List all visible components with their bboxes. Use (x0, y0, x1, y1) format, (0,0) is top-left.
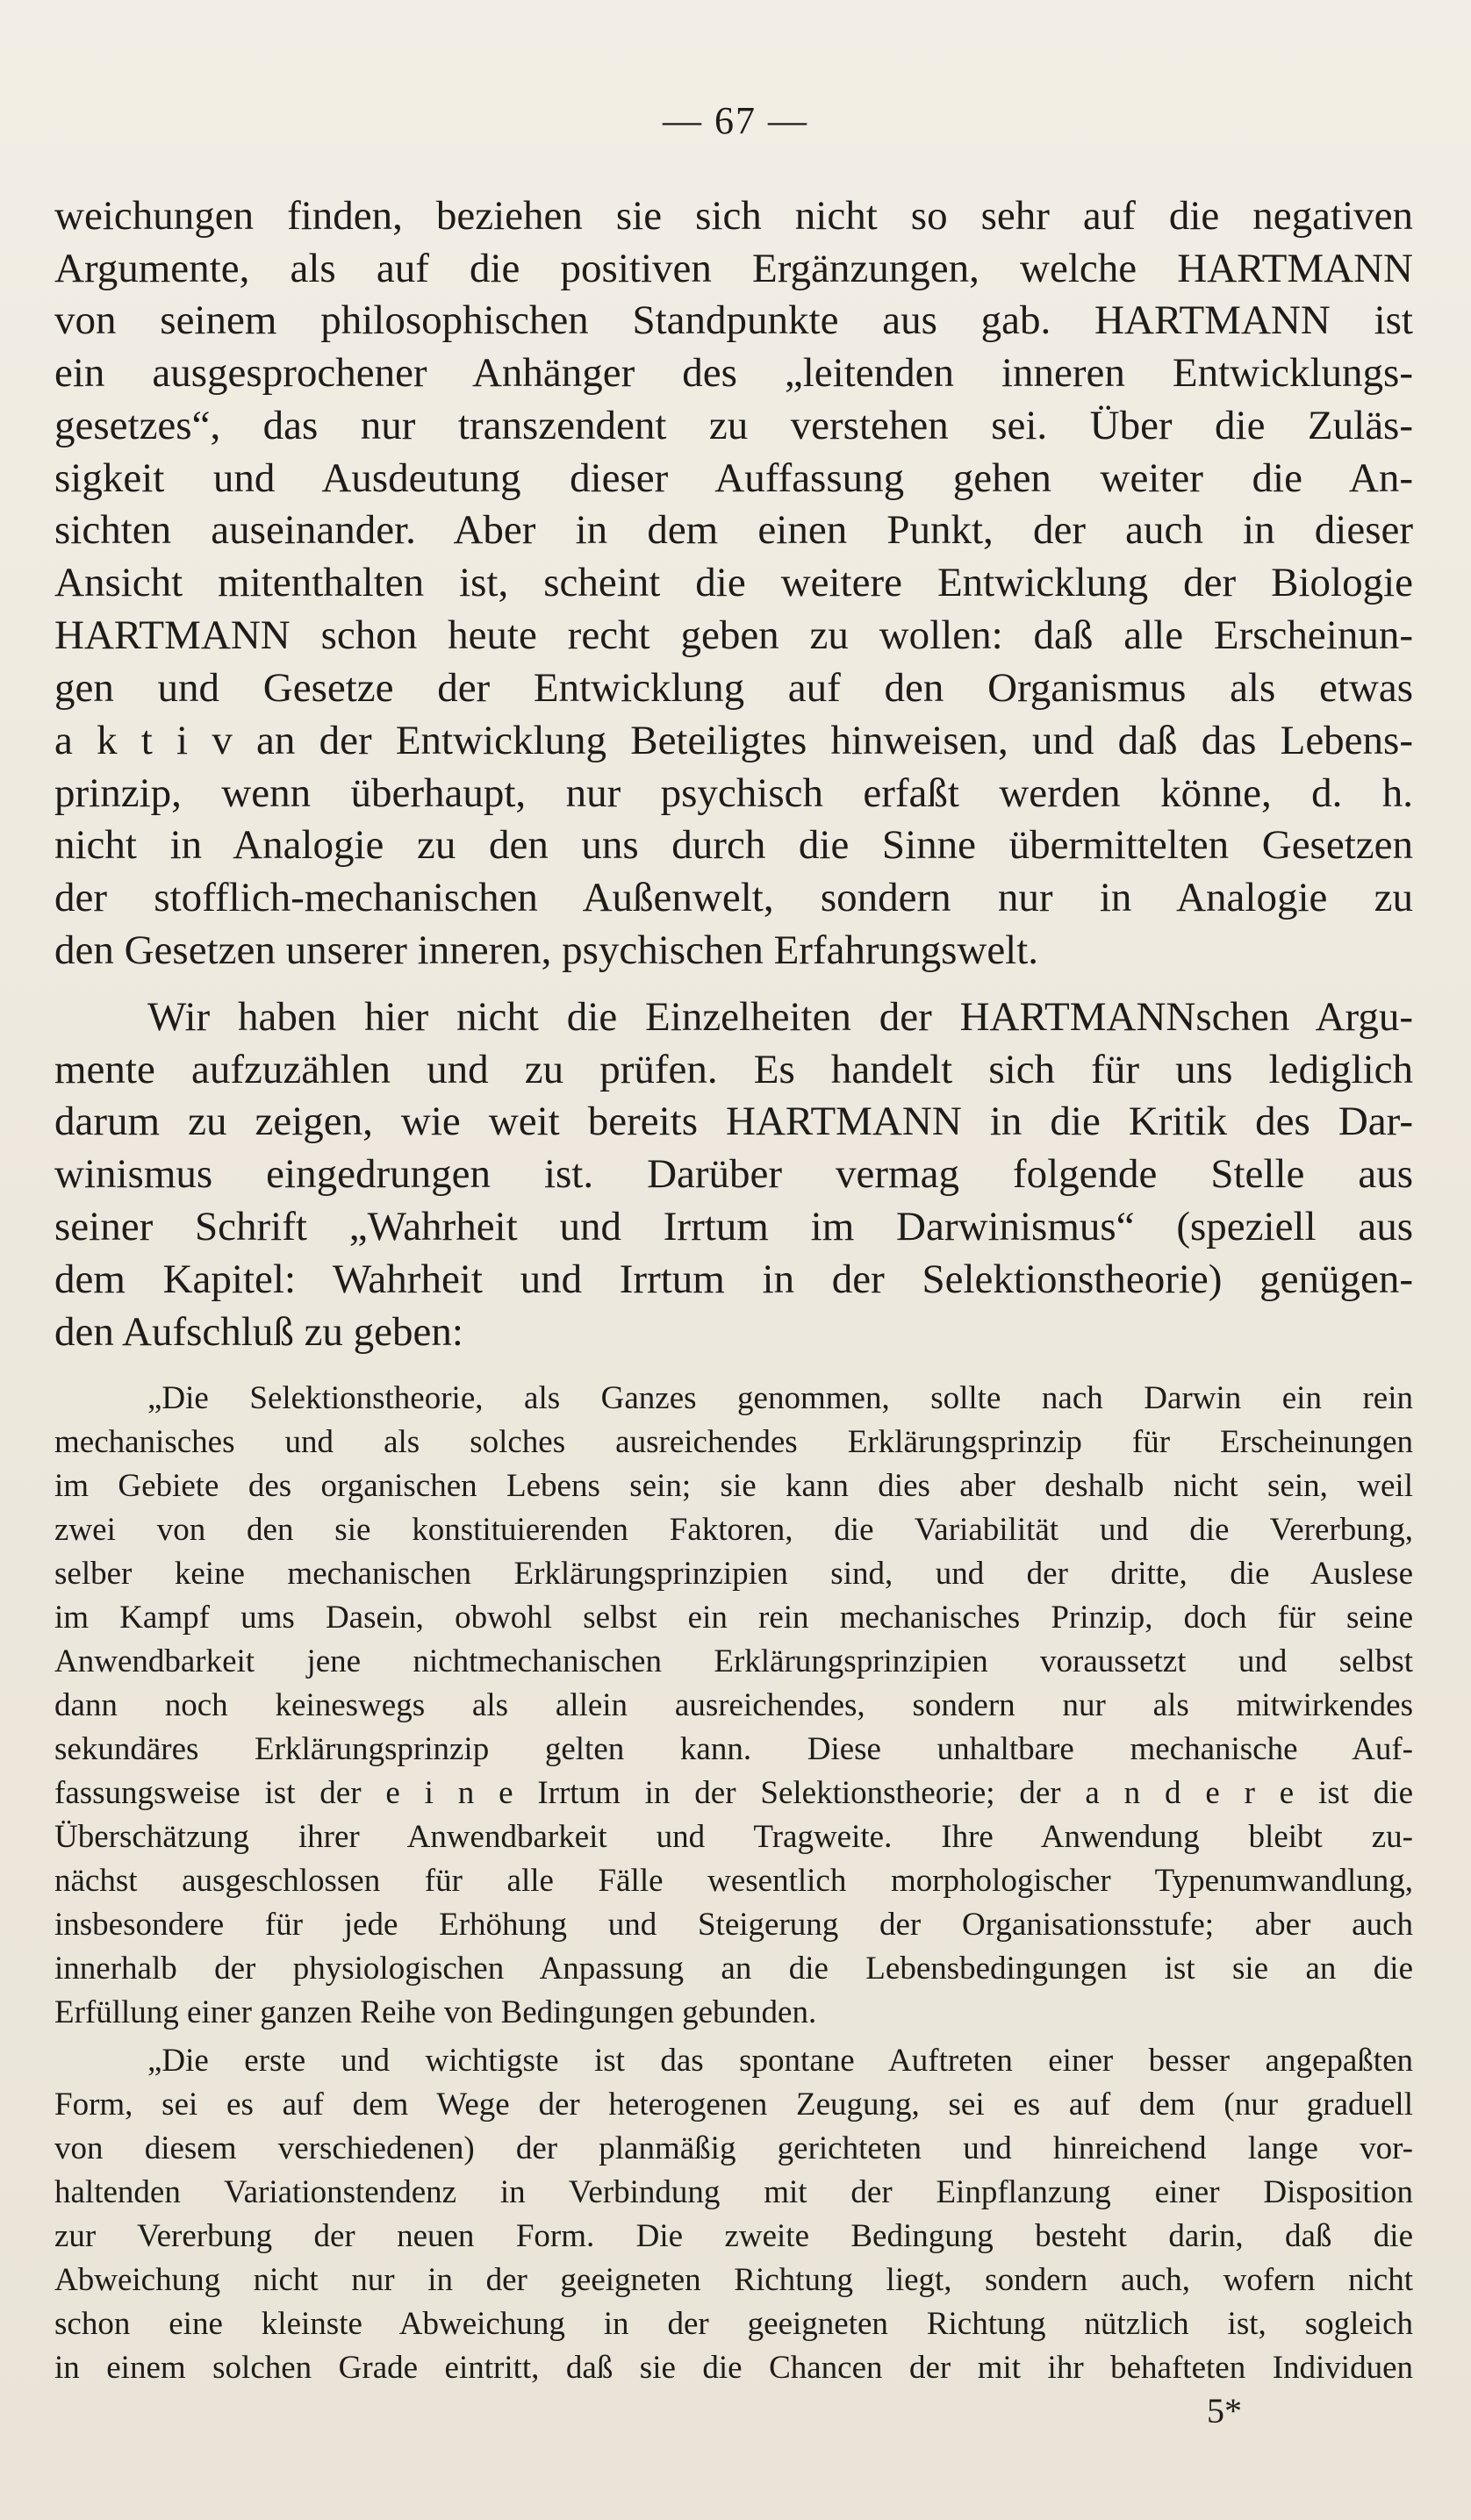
quote-line: zwei von den sie konstituierenden Faktoren, die Variabilität und die Vererbung, (54, 1512, 1413, 1548)
signature-mark: 5* (1207, 2391, 1242, 2431)
text-line: Wir haben hier nicht die Einzelheiten der HARTMANNschen Argu- (147, 994, 1413, 1040)
text-line: weichungen finden, beziehen sie sich nicht so sehr auf die negativen (54, 193, 1413, 239)
quote-line: „Die Selektionstheorie, als Ganzes genommen, sollte nach Darwin ein rein (147, 1380, 1413, 1416)
quote-line: fassungsweise ist der e i n e Irrtum in der Selektionstheorie; der a n d e r e ist die (54, 1775, 1413, 1811)
text-line: seiner Schrift „Wahrheit und Irrtum im Darwinismus“ (speziell aus (54, 1204, 1413, 1249)
text-line: darum zu zeigen, wie weit bereits HARTMANN in die Kritik des Dar- (54, 1099, 1413, 1144)
quote-line: Form, sei es auf dem Wege der heterogenen Zeugung, sei es auf dem (nur graduell (54, 2087, 1413, 2123)
quote-line: sekundäres Erklärungsprinzip gelten kann. Diese unhaltbare mechanische Auf- (54, 1731, 1413, 1767)
text-line: mente aufzuzählen und zu prüfen. Es handelt sich für uns lediglich (54, 1047, 1413, 1092)
quote-line: nächst ausgeschlossen für alle Fälle wesentlich morphologischer Typenumwandlung, (54, 1863, 1413, 1899)
quote-line: Abweichung nicht nur in der geeigneten Richtung liegt, sondern auch, wofern nicht (54, 2262, 1413, 2298)
quote-line: im Kampf ums Dasein, obwohl selbst ein rein mechanisches Prinzip, doch für seine (54, 1600, 1413, 1636)
text-line: ein ausgesprochener Anhänger des „leitenden inneren Entwicklungs- (54, 350, 1413, 396)
text-line: HARTMANN schon heute recht geben zu wollen: daß alle Erscheinun- (54, 612, 1413, 658)
text-line: prinzip, wenn überhaupt, nur psychisch erfaßt werden könne, d. h. (54, 770, 1413, 816)
quote-line: Überschätzung ihrer Anwendbarkeit und Tragweite. Ihre Anwendung bleibt zu- (54, 1819, 1413, 1855)
quote-line: Anwendbarkeit jene nichtmechanischen Erklärungsprinzipien voraussetzt und selbst (54, 1643, 1413, 1679)
quote-line: haltenden Variationstendenz in Verbindung mit der Einpflanzung einer Disposition (54, 2174, 1413, 2210)
text-line: Ansicht mitenthalten ist, scheint die weitere Entwicklung der Biologie (54, 560, 1413, 605)
page-number: — 67 — (663, 99, 808, 142)
quote-line: dann noch keineswegs als allein ausreichendes, sondern nur als mitwirkendes (54, 1687, 1413, 1723)
quote-line: insbesondere für jede Erhöhung und Steigerung der Organisationsstufe; aber auch (54, 1907, 1413, 1943)
quote-line: selber keine mechanischen Erklärungsprinzipien sind, und der dritte, die Auslese (54, 1556, 1413, 1592)
quote-line: Erfüllung einer ganzen Reihe von Bedingungen gebunden. (54, 1994, 817, 2030)
quote-line: schon eine kleinste Abweichung in der geeigneten Richtung nützlich ist, sogleich (54, 2306, 1413, 2342)
text-line: von seinem philosophischen Standpunkte aus gab. HARTMANN ist (54, 297, 1413, 343)
text-line: a k t i v an der Entwicklung Beteiligtes hinweisen, und daß das Lebens- (54, 718, 1413, 763)
text-line: gen und Gesetze der Entwicklung auf den Organismus als etwas (54, 665, 1413, 711)
text-line: den Aufschluß zu geben: (54, 1309, 463, 1355)
text-line: gesetzes“, das nur transzendent zu verstehen sei. Über die Zuläs- (54, 403, 1413, 448)
quote-line: „Die erste und wichtigste ist das spontane Auftreten einer besser angepaßten (147, 2043, 1413, 2079)
quote-line: in einem solchen Grade eintritt, daß sie die Chancen der mit ihr behafteten Individuen (54, 2350, 1413, 2386)
quote-line: innerhalb der physiologischen Anpassung an die Lebensbedingungen ist sie an die (54, 1951, 1413, 1987)
text-line: sigkeit und Ausdeutung dieser Auffassung gehen weiter die An- (54, 455, 1413, 501)
quote-line: zur Vererbung der neuen Form. Die zweite Bedingung besteht darin, daß die (54, 2218, 1413, 2254)
text-line: winismus eingedrungen ist. Darüber vermag folgende Stelle aus (54, 1151, 1413, 1197)
quote-line: von diesem verschiedenen) der planmäßig gerichteten und hinreichend lange vor- (54, 2130, 1413, 2166)
text-line: dem Kapitel: Wahrheit und Irrtum in der Selektionstheorie) genügen- (54, 1256, 1413, 1302)
text-line: Argumente, als auf die positiven Ergänzungen, welche HARTMANN (54, 246, 1413, 291)
text-line: den Gesetzen unserer inneren, psychischen Erfahrungswelt. (54, 927, 1039, 973)
quote-line: im Gebiete des organischen Lebens sein; sie kann dies aber deshalb nicht sein, weil (54, 1468, 1413, 1504)
text-line: der stofflich-mechanischen Außenwelt, sondern nur in Analogie zu (54, 875, 1413, 920)
text-line: sichten auseinander. Aber in dem einen Punkt, der auch in dieser (54, 507, 1413, 553)
quote-line: mechanisches und als solches ausreichendes Erklärungsprinzip für Erscheinungen (54, 1424, 1413, 1460)
text-line: nicht in Analogie zu den uns durch die Sinne übermittelten Gesetzen (54, 822, 1413, 868)
